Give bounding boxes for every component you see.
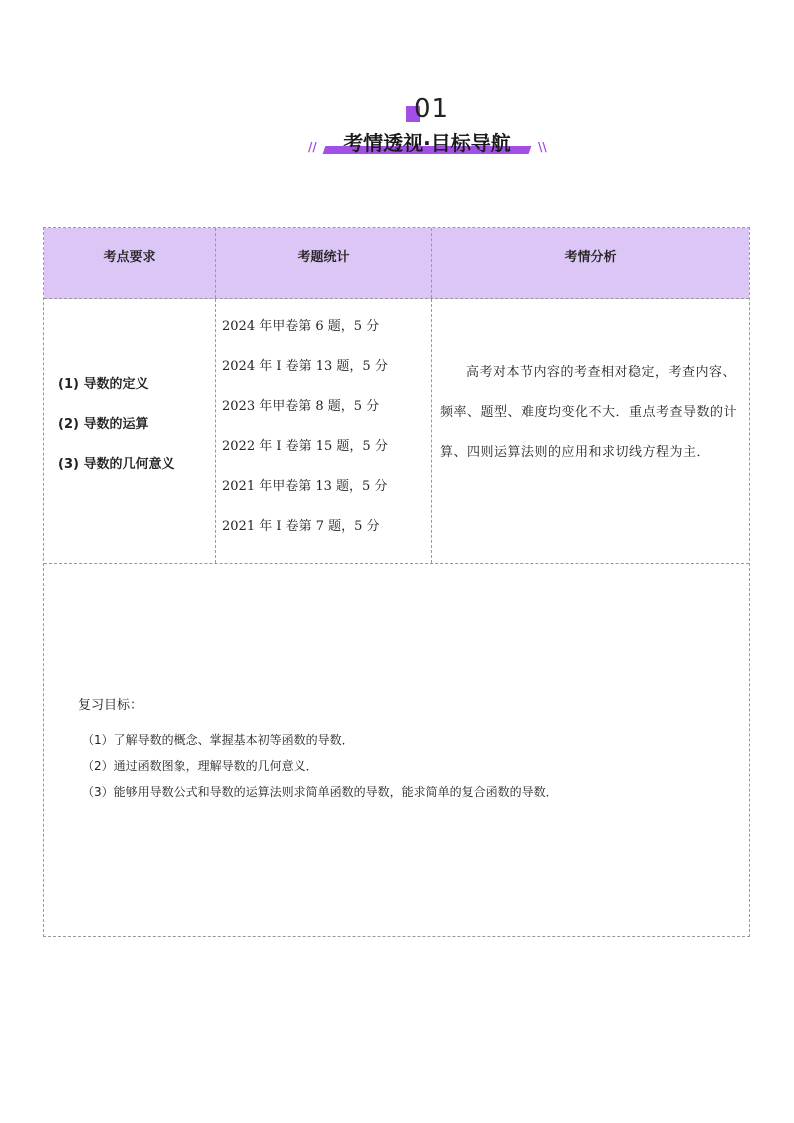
exam-stat-item: 2024 年甲卷第 6 题，5 分	[222, 319, 380, 334]
review-goal-item: （3）能够用导数公式和导数的运算法则求简单函数的导数，能求简单的复合函数的导数．	[82, 785, 558, 799]
review-goals-title: 复习目标：	[78, 698, 144, 713]
exam-points-cell	[44, 299, 216, 563]
review-goals-cell	[44, 564, 749, 936]
exam-point-item: (3) 导数的几何意义	[58, 457, 175, 472]
exam-stat-item: 2021 年 I 卷第 7 题，5 分	[222, 519, 380, 534]
section-title: 考情透视·目标导航	[343, 131, 511, 155]
section-number-text: 01	[414, 94, 450, 124]
review-goal-item: （1）了解导数的概念、掌握基本初等函数的导数．	[82, 733, 354, 747]
review-goal-item: （2）通过函数图象，理解导数的几何意义．	[82, 759, 318, 773]
table-header-row	[44, 228, 749, 299]
exam-stat-item: 2024 年 I 卷第 13 题，5 分	[222, 359, 388, 374]
column-header-exam-stats: 考题统计	[216, 228, 432, 298]
column-header-analysis: 考情分析	[564, 250, 617, 265]
table-row	[44, 299, 749, 564]
exam-stats-cell	[216, 299, 432, 563]
section-number	[404, 94, 464, 124]
exam-analysis-table	[43, 227, 750, 937]
column-header-exam-points: 考点要求	[44, 228, 216, 298]
exam-stat-item: 2021 年甲卷第 13 题，5 分	[222, 479, 388, 494]
analysis-text: 高考对本节内容的考查相对稳定，考查内容、频率、题型、难度均变化不大．重点考查导数的计算、四则运算法则的应用和求切线方程为主．	[440, 365, 738, 460]
exam-stat-item: 2022 年 I 卷第 15 题，5 分	[222, 439, 388, 454]
title-slash-right: \\	[538, 140, 547, 154]
analysis-cell	[432, 299, 749, 563]
section-title-bar	[304, 130, 550, 156]
exam-stat-item: 2023 年甲卷第 8 题，5 分	[222, 399, 380, 414]
title-slash-left: //	[308, 140, 317, 154]
exam-point-item: (2) 导数的运算	[58, 417, 149, 432]
exam-point-item: (1) 导数的定义	[58, 377, 149, 392]
